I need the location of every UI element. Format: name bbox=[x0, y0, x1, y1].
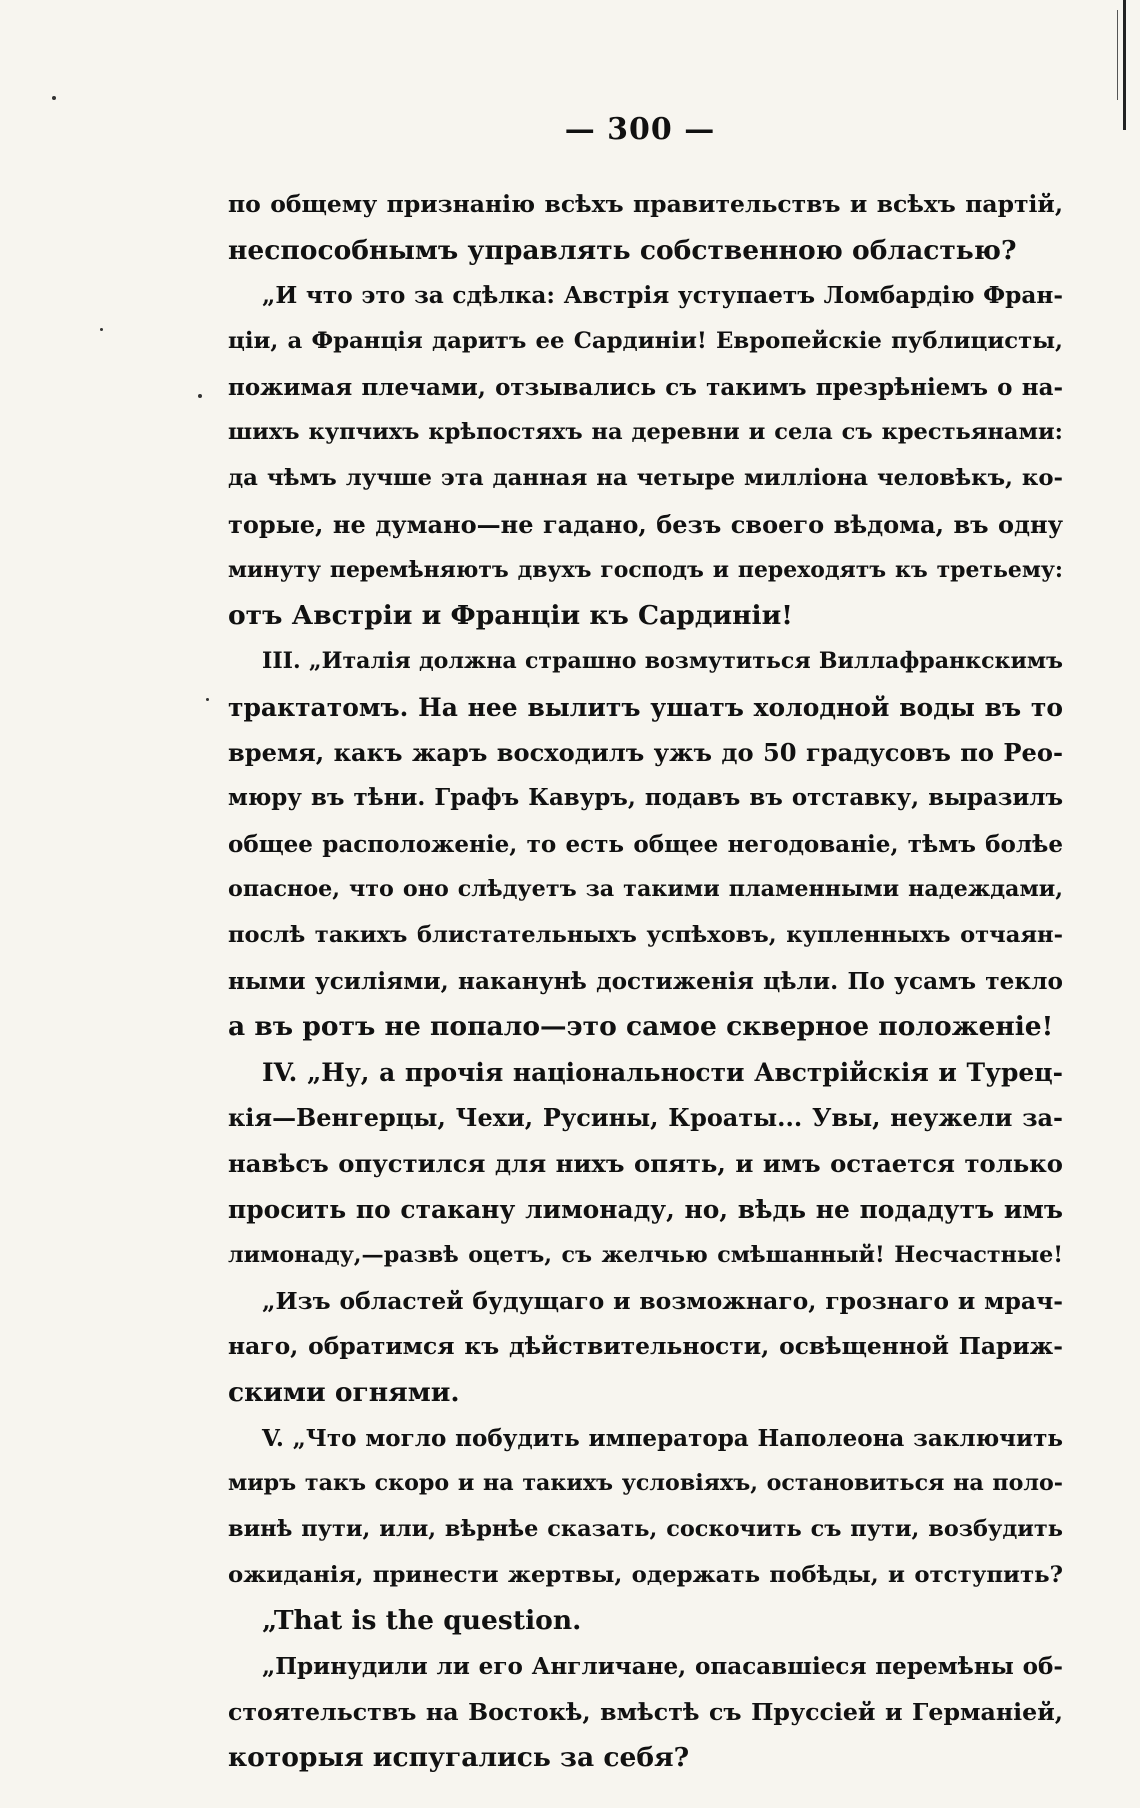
text-line: послѣ такихъ блистательныхъ успѣховъ, купленныхъ отчаян- bbox=[228, 922, 1063, 948]
text-line: наго, обратимся къ дѣйствительности, освѣщенной Париж- bbox=[228, 1332, 1063, 1361]
text-line: „That is the question. bbox=[262, 1605, 582, 1637]
text-line: мюру въ тѣни. Графъ Кавуръ, подавъ въ отставку, выразилъ bbox=[228, 784, 1063, 811]
text-line: винѣ пути, или, вѣрнѣе сказать, соскочить съ пути, возбудить bbox=[228, 1515, 1063, 1542]
text-line: III. „Италія должна страшно возмутиться Виллафранкскимъ bbox=[262, 647, 1063, 674]
text-line: которыя испугались за себя? bbox=[228, 1742, 690, 1774]
text-line: „Изъ областей будущаго и возможнаго, грознаго и мрач- bbox=[262, 1286, 1063, 1315]
page-edge-mark bbox=[1117, 10, 1118, 100]
text-line: ными усиліями, наканунѣ достиженія цѣли. По усамъ текло bbox=[228, 967, 1063, 995]
text-line: опасное, что оно слѣдуетъ за такими пламенными надеждами, bbox=[228, 876, 1063, 903]
ink-speck bbox=[198, 394, 202, 398]
text-line: торые, не думано—не гадано, безъ своего вѣдома, въ одну bbox=[228, 509, 1063, 539]
text-line: ожиданія, принести жертвы, одержать побѣды, и отступить? bbox=[228, 1561, 1063, 1588]
text-line: общее расположеніе, то есть общее негодованіе, тѣмъ болѣе bbox=[228, 830, 1063, 858]
text-line: кія—Венгерцы, Чехи, Русины, Кроаты... Увы, неужели за- bbox=[228, 1103, 1063, 1132]
text-line: лимонаду,—развѣ оцетъ, съ желчью смѣшанный! Несчастные! bbox=[228, 1241, 1063, 1268]
ink-speck bbox=[52, 96, 56, 100]
text-line: пожимая плечами, отзывались съ такимъ презрѣніемъ о на- bbox=[228, 373, 1063, 401]
text-line: время, какъ жаръ восходилъ ужъ до 50 градусовъ по Рео- bbox=[228, 738, 1063, 768]
text-line: трактатомъ. На нее вылитъ ушатъ холодной воды въ то bbox=[228, 692, 1063, 722]
page-number: — 300 — bbox=[564, 112, 716, 147]
text-line: отъ Австріи и Франціи къ Сардиніи! bbox=[228, 600, 793, 632]
text-line: а въ ротъ не попало—это самое скверное положеніе! bbox=[228, 1011, 1054, 1043]
text-line: IV. „Ну, а прочія національности Австрійскія и Турец- bbox=[262, 1058, 1063, 1088]
text-line: „Принудили ли его Англичане, опасавшіеся перемѣны об- bbox=[262, 1653, 1063, 1680]
text-line: неспособнымъ управлять собственною областью? bbox=[228, 234, 1017, 266]
ink-speck bbox=[206, 698, 209, 701]
text-line: стоятельствъ на Востокѣ, вмѣстѣ съ Пруссіей и Германіей, bbox=[228, 1697, 1063, 1726]
ink-speck bbox=[100, 328, 103, 331]
page-edge-mark bbox=[1123, 0, 1126, 130]
body-text bbox=[228, 182, 1063, 1781]
text-line: да чѣмъ лучше эта данная на четыре милліона человѣкъ, ко- bbox=[228, 465, 1063, 492]
text-line: миръ такъ скоро и на такихъ условіяхъ, остановиться на поло- bbox=[228, 1470, 1063, 1497]
text-line: „И что это за сдѣлка: Австрія уступаетъ Ломбардію Фран- bbox=[262, 282, 1063, 310]
text-line: V. „Что могло побудить императора Наполеона заключить bbox=[262, 1424, 1063, 1452]
text-line: минуту перемѣняютъ двухъ господъ и переходятъ къ третьему: bbox=[228, 556, 1063, 583]
text-line: скими огнями. bbox=[228, 1376, 460, 1408]
text-line: по общему признанію всѣхъ правительствъ и всѣхъ партій, bbox=[228, 190, 1063, 218]
text-line: ціи, а Франція даритъ ее Сардиніи! Европейскіе публицисты, bbox=[228, 328, 1063, 355]
text-line: просить по стакану лимонаду, но, вѣдь не подадутъ имъ bbox=[228, 1195, 1063, 1225]
text-line: навѣсъ опустился для нихъ опять, и имъ остается только bbox=[228, 1149, 1063, 1179]
text-line: шихъ купчихъ крѣпостяхъ на деревни и села съ крестьянами: bbox=[228, 419, 1063, 446]
